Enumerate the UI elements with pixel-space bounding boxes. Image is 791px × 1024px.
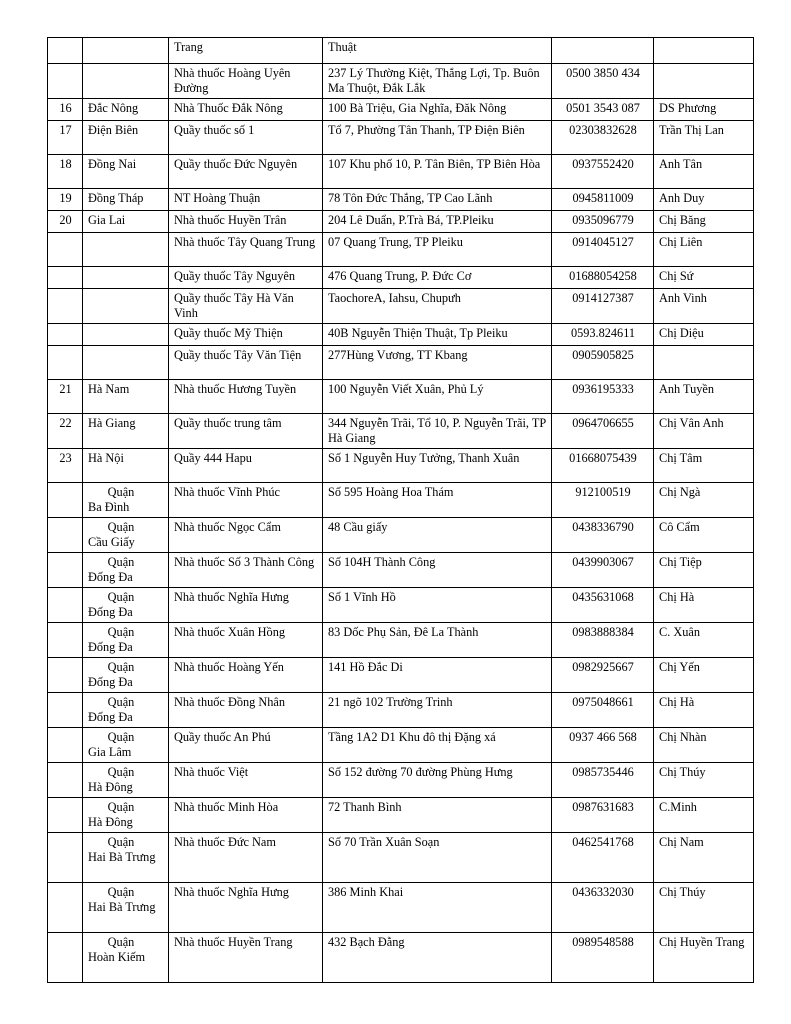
cell-stt	[48, 833, 83, 883]
cell-province	[83, 833, 169, 883]
cell-stt	[48, 233, 83, 267]
cell-contact: DS Phương	[654, 99, 754, 121]
province-district-name: Đống Đa	[88, 605, 133, 619]
cell-province	[83, 658, 169, 693]
cell-pharmacy-name: Nhà thuốc Huyền Trang	[169, 933, 323, 983]
cell-stt: 20	[48, 211, 83, 233]
cell-stt: 16	[48, 99, 83, 121]
province-prefix: Quận	[107, 555, 135, 569]
province-district-name: Hoàn Kiếm	[88, 950, 146, 964]
province-prefix: Quận	[107, 590, 135, 604]
cell-phone: 0985735446	[552, 763, 654, 798]
cell-contact: Chị Yến	[654, 658, 754, 693]
cell-pharmacy-name: Nhà thuốc Ngọc Cẩm	[169, 518, 323, 553]
cell-pharmacy-name: NT Hoàng Thuận	[169, 189, 323, 211]
cell-contact: Chị Nam	[654, 833, 754, 883]
cell-address: Tầng 1A2 D1 Khu đô thị Đặng xá	[323, 728, 552, 763]
table-row	[48, 380, 754, 414]
cell-province	[83, 289, 169, 324]
cell-contact	[654, 346, 754, 380]
table-row	[48, 189, 754, 211]
cell-stt: 21	[48, 380, 83, 414]
cell-pharmacy-name: Nhà thuốc Hương Tuyền	[169, 380, 323, 414]
cell-address: Số 1 Vĩnh Hồ	[323, 588, 552, 623]
cell-pharmacy-name: Nhà thuốc Đồng Nhân	[169, 693, 323, 728]
province-prefix: Quận	[107, 730, 135, 744]
province-prefix: Quận	[107, 935, 135, 949]
cell-contact: Chị Liên	[654, 233, 754, 267]
cell-phone: 0905905825	[552, 346, 654, 380]
cell-phone: 0987631683	[552, 798, 654, 833]
cell-pharmacy-name: Quầy 444 Hapu	[169, 449, 323, 483]
cell-pharmacy-name: Nhà thuốc Minh Hòa	[169, 798, 323, 833]
pharmacy-list-table	[47, 37, 754, 983]
cell-address: 204 Lê Duẩn, P.Trà Bá, TP.Pleiku	[323, 211, 552, 233]
cell-stt	[48, 883, 83, 933]
table-row	[48, 798, 754, 833]
cell-stt	[48, 763, 83, 798]
province-district-name: Đống Đa	[88, 710, 133, 724]
cell-stt	[48, 658, 83, 693]
cell-pharmacy-name: Nhà thuốc Tây Quang Trung	[169, 233, 323, 267]
cell-stt	[48, 64, 83, 99]
cell-province	[83, 763, 169, 798]
cell-address: 21 ngõ 102 Trường Trinh	[323, 693, 552, 728]
cell-stt	[48, 728, 83, 763]
cell-contact: Chị Tiệp	[654, 553, 754, 588]
cell-pharmacy-name: Nhà thuốc Huyền Trân	[169, 211, 323, 233]
table-row	[48, 693, 754, 728]
cell-province: Hà Nam	[83, 380, 169, 414]
table-row	[48, 588, 754, 623]
province-prefix: Quận	[107, 625, 135, 639]
cell-province	[83, 267, 169, 289]
province-district-name: Cầu Giấy	[88, 535, 135, 549]
cell-stt	[48, 324, 83, 346]
cell-phone: 0936195333	[552, 380, 654, 414]
table-row	[48, 211, 754, 233]
cell-contact: Chị Băng	[654, 211, 754, 233]
cell-address: Số 1 Nguyễn Huy Tưởng, Thanh Xuân	[323, 449, 552, 483]
cell-phone: 0989548588	[552, 933, 654, 983]
cell-address: Số 104H Thành Công	[323, 553, 552, 588]
cell-phone: 02303832628	[552, 121, 654, 155]
cell-phone: 0964706655	[552, 414, 654, 449]
table-row	[48, 38, 754, 64]
cell-province: Đắc Nông	[83, 99, 169, 121]
cell-address: 386 Minh Khai	[323, 883, 552, 933]
cell-address: 07 Quang Trung, TP Pleiku	[323, 233, 552, 267]
cell-stt	[48, 267, 83, 289]
cell-contact: Chị Sứ	[654, 267, 754, 289]
table-row	[48, 728, 754, 763]
cell-phone: 0435631068	[552, 588, 654, 623]
cell-province: Gia Lai	[83, 211, 169, 233]
cell-address: 141 Hồ Đắc Di	[323, 658, 552, 693]
cell-pharmacy-name: Quầy thuốc Mỹ Thiện	[169, 324, 323, 346]
cell-contact: Anh Tuyền	[654, 380, 754, 414]
cell-address: 83 Dốc Phụ Sản, Đê La Thành	[323, 623, 552, 658]
cell-province	[83, 346, 169, 380]
cell-pharmacy-name: Nhà thuốc Số 3 Thành Công	[169, 553, 323, 588]
cell-address: 476 Quang Trung, P. Đức Cơ	[323, 267, 552, 289]
cell-province	[83, 693, 169, 728]
cell-phone	[552, 38, 654, 64]
province-prefix: Quận	[107, 485, 135, 499]
cell-phone: 0914127387	[552, 289, 654, 324]
cell-stt: 18	[48, 155, 83, 189]
cell-contact: Trần Thị Lan	[654, 121, 754, 155]
cell-stt	[48, 38, 83, 64]
cell-contact: Chị Hà	[654, 693, 754, 728]
cell-province	[83, 324, 169, 346]
table-row	[48, 64, 754, 99]
cell-phone: 0462541768	[552, 833, 654, 883]
cell-contact: Anh Vinh	[654, 289, 754, 324]
province-prefix: Quận	[107, 835, 135, 849]
cell-pharmacy-name: Quầy thuốc số 1	[169, 121, 323, 155]
cell-stt: 22	[48, 414, 83, 449]
cell-address: Tổ 7, Phường Tân Thanh, TP Điện Biên	[323, 121, 552, 155]
table-row	[48, 483, 754, 518]
province-district-name: Hai Bà Trưng	[88, 900, 156, 914]
cell-province	[83, 38, 169, 64]
cell-phone: 0501 3543 087	[552, 99, 654, 121]
cell-phone: 0975048661	[552, 693, 654, 728]
province-district-name: Ba Đình	[88, 500, 130, 514]
cell-phone: 0982925667	[552, 658, 654, 693]
cell-address: 78 Tôn Đức Thắng, TP Cao Lãnh	[323, 189, 552, 211]
cell-pharmacy-name: Trang	[169, 38, 323, 64]
province-prefix: Quận	[107, 520, 135, 534]
cell-contact: Anh Tân	[654, 155, 754, 189]
province-prefix: Quận	[107, 800, 135, 814]
cell-contact: Cô Cẩm	[654, 518, 754, 553]
cell-contact: C.Minh	[654, 798, 754, 833]
table-row	[48, 833, 754, 883]
cell-phone: 0500 3850 434	[552, 64, 654, 99]
cell-contact: Chị Tâm	[654, 449, 754, 483]
cell-province	[83, 883, 169, 933]
cell-phone: 01688054258	[552, 267, 654, 289]
cell-pharmacy-name: Quầy thuốc trung tâm	[169, 414, 323, 449]
cell-stt	[48, 518, 83, 553]
cell-phone: 01668075439	[552, 449, 654, 483]
cell-address: Số 152 đường 70 đường Phùng Hưng	[323, 763, 552, 798]
cell-province: Điện Biên	[83, 121, 169, 155]
cell-pharmacy-name: Quầy thuốc Tây Nguyên	[169, 267, 323, 289]
cell-province	[83, 233, 169, 267]
cell-stt	[48, 798, 83, 833]
cell-province	[83, 64, 169, 99]
cell-contact: Chị Ngà	[654, 483, 754, 518]
table-row	[48, 267, 754, 289]
province-prefix: Quận	[107, 885, 135, 899]
cell-stt	[48, 289, 83, 324]
table-row	[48, 553, 754, 588]
province-prefix: Quận	[107, 695, 135, 709]
cell-contact: Chị Vân Anh	[654, 414, 754, 449]
cell-contact: Chị Hà	[654, 588, 754, 623]
cell-stt	[48, 623, 83, 658]
table-row	[48, 763, 754, 798]
cell-contact: Chị Thúy	[654, 763, 754, 798]
cell-pharmacy-name: Nhà thuốc Nghĩa Hưng	[169, 588, 323, 623]
table-row	[48, 155, 754, 189]
cell-province	[83, 483, 169, 518]
table-body	[48, 38, 754, 983]
cell-address: 40B Nguyễn Thiện Thuật, Tp Pleiku	[323, 324, 552, 346]
province-district-name: Đống Đa	[88, 675, 133, 689]
cell-contact	[654, 38, 754, 64]
province-prefix: Quận	[107, 765, 135, 779]
cell-province	[83, 518, 169, 553]
cell-pharmacy-name: Quầy thuốc Đức Nguyên	[169, 155, 323, 189]
cell-province	[83, 553, 169, 588]
cell-stt: 17	[48, 121, 83, 155]
cell-address: Số 595 Hoàng Hoa Thám	[323, 483, 552, 518]
cell-contact: Chị Thúy	[654, 883, 754, 933]
cell-pharmacy-name: Nhà Thuốc Đắk Nông	[169, 99, 323, 121]
cell-phone: 0937552420	[552, 155, 654, 189]
cell-stt	[48, 483, 83, 518]
cell-phone: 0914045127	[552, 233, 654, 267]
cell-address: 100 Nguyễn Viết Xuân, Phủ Lý	[323, 380, 552, 414]
cell-address: 72 Thanh Bình	[323, 798, 552, 833]
table-row	[48, 933, 754, 983]
cell-phone: 0935096779	[552, 211, 654, 233]
province-district-name: Đống Đa	[88, 640, 133, 654]
cell-phone: 912100519	[552, 483, 654, 518]
table-row	[48, 233, 754, 267]
province-district-name: Hà Đông	[88, 780, 133, 794]
table-row	[48, 346, 754, 380]
cell-contact: C. Xuân	[654, 623, 754, 658]
cell-address: 277Hùng Vương, TT Kbang	[323, 346, 552, 380]
cell-stt	[48, 693, 83, 728]
cell-address: TaochoreA, Iahsu, Chupưh	[323, 289, 552, 324]
cell-contact: Chị Nhàn	[654, 728, 754, 763]
table-row	[48, 289, 754, 324]
table-row	[48, 121, 754, 155]
cell-address: Số 70 Trần Xuân Soạn	[323, 833, 552, 883]
table-row	[48, 658, 754, 693]
province-district-name: Hai Bà Trưng	[88, 850, 156, 864]
cell-province: Hà Nội	[83, 449, 169, 483]
cell-stt	[48, 588, 83, 623]
cell-pharmacy-name: Nhà thuốc Việt	[169, 763, 323, 798]
table-row	[48, 883, 754, 933]
cell-province	[83, 798, 169, 833]
cell-pharmacy-name: Nhà thuốc Xuân Hồng	[169, 623, 323, 658]
cell-province: Đồng Nai	[83, 155, 169, 189]
cell-pharmacy-name: Quầy thuốc Tây Hà Văn Vinh	[169, 289, 323, 324]
cell-phone: 0945811009	[552, 189, 654, 211]
cell-pharmacy-name: Nhà thuốc Hoàng Yến	[169, 658, 323, 693]
cell-phone: 0436332030	[552, 883, 654, 933]
cell-stt	[48, 346, 83, 380]
cell-address: 100 Bà Triệu, Gia Nghĩa, Đăk Nông	[323, 99, 552, 121]
province-district-name: Gia Lâm	[88, 745, 132, 759]
cell-phone: 0937 466 568	[552, 728, 654, 763]
table-row	[48, 449, 754, 483]
cell-province	[83, 623, 169, 658]
province-district-name: Đống Đa	[88, 570, 133, 584]
table-row	[48, 518, 754, 553]
cell-pharmacy-name: Quầy thuốc Tây Văn Tiện	[169, 346, 323, 380]
cell-province: Đồng Tháp	[83, 189, 169, 211]
cell-address: 48 Cầu giấy	[323, 518, 552, 553]
cell-contact: Anh Duy	[654, 189, 754, 211]
cell-pharmacy-name: Nhà thuốc Vĩnh Phúc	[169, 483, 323, 518]
cell-pharmacy-name: Nhà thuốc Hoàng Uyên Đường	[169, 64, 323, 99]
cell-address: Thuật	[323, 38, 552, 64]
cell-stt	[48, 933, 83, 983]
cell-province	[83, 933, 169, 983]
cell-contact: Chị Huyền Trang	[654, 933, 754, 983]
cell-pharmacy-name: Nhà thuốc Nghĩa Hưng	[169, 883, 323, 933]
table-row	[48, 623, 754, 658]
cell-phone: 0593.824611	[552, 324, 654, 346]
cell-province: Hà Giang	[83, 414, 169, 449]
cell-address: 344 Nguyễn Trãi, Tổ 10, P. Nguyễn Trãi, TP Hà Giang	[323, 414, 552, 449]
cell-address: 107 Khu phố 10, P. Tân Biên, TP Biên Hòa	[323, 155, 552, 189]
table-row	[48, 99, 754, 121]
cell-address: 237 Lý Thường Kiệt, Thắng Lợi, Tp. Buôn Ma Thuột, Đắk Lắk	[323, 64, 552, 99]
cell-phone: 0983888384	[552, 623, 654, 658]
cell-contact: Chị Diệu	[654, 324, 754, 346]
cell-address: 432 Bạch Đằng	[323, 933, 552, 983]
cell-province	[83, 728, 169, 763]
cell-phone: 0439903067	[552, 553, 654, 588]
cell-pharmacy-name: Quầy thuốc An Phú	[169, 728, 323, 763]
cell-pharmacy-name: Nhà thuốc Đức Nam	[169, 833, 323, 883]
cell-province	[83, 588, 169, 623]
province-prefix: Quận	[107, 660, 135, 674]
cell-stt: 23	[48, 449, 83, 483]
cell-contact	[654, 64, 754, 99]
cell-stt: 19	[48, 189, 83, 211]
cell-stt	[48, 553, 83, 588]
table-row	[48, 414, 754, 449]
cell-phone: 0438336790	[552, 518, 654, 553]
province-district-name: Hà Đông	[88, 815, 133, 829]
table-row	[48, 324, 754, 346]
